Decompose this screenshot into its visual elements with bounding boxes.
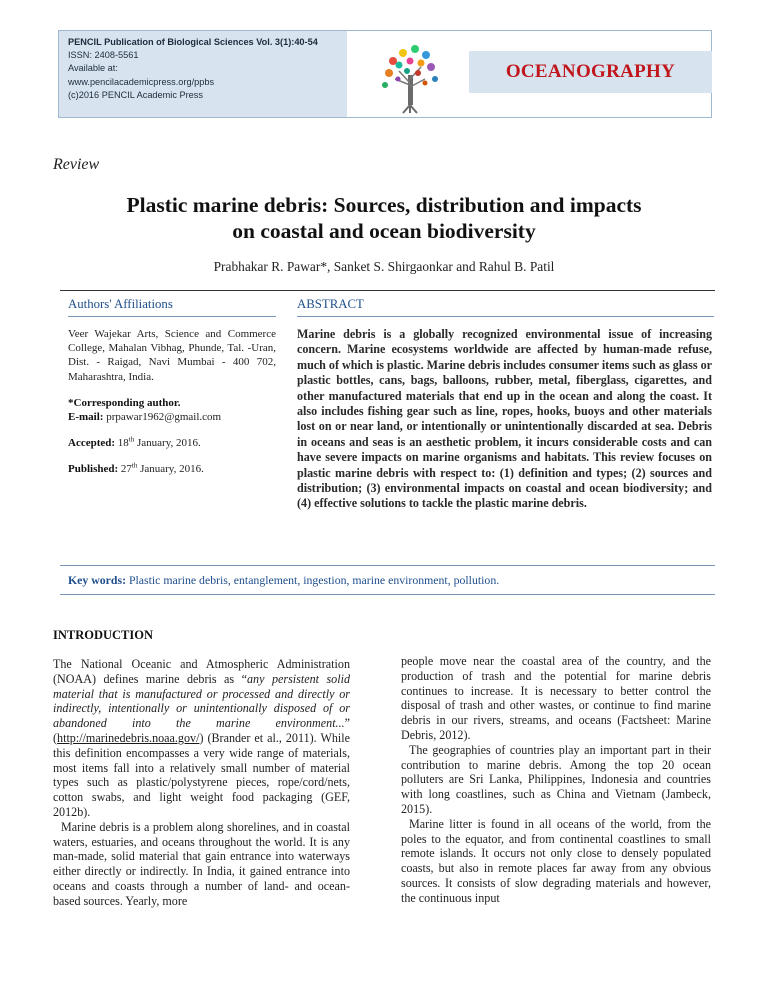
journal-url[interactable]: www.pencilacademicpress.org/ppbs (68, 76, 215, 87)
noaa-definition-quote: any persistent solid material that is manufactured or processed and directly or indirectly, intentionally or unintentionally disposed of or abandoned into the marine environment... (53, 671, 350, 731)
copyright: (c)2016 PENCIL Academic Press (68, 89, 203, 100)
abstract-text: Marine debris is a globally recognized environmental issue of increasing concern. Marine ecosystems worldwide are affected by human-made refuse, much of which is plastic. Marine debris includes consumer items such as glass or plastic bottles, cans, bags, balloons, rubber, metal, fiberglass, cigarettes, and other manufactured materials that end up in the ocean and along the coast. It also includes fishing gear such as line, ropes, hooks, buoys and other materials lost on or near land, or intentionally or unintentionally discarded at sea. Debris in oceans and seas is an aesthetic problem, it incurs considerable costs and can have severe impacts on marine organisms and habitats. This review focuses on plastic marine debris with respect to: (1) definition and types; (2) sources and distribution; (3) environmental impacts on coastal and ocean biodiversity; and (4) effective solutions to tackle the plastic marine debris. (297, 327, 713, 511)
affiliations-heading: Authors' Affiliations (68, 297, 173, 311)
body-column-right (401, 654, 711, 906)
intro-paragraph-5: Marine litter is found in all oceans of the world, from the poles to the equator, and from continental coastlines to small remote islands. It occurs not only close to densely populated coasts, but also in remote places far away from any obvious sources. It consists of slow degrading materials and however, the continuous input (401, 816, 711, 905)
category-label: OCEANOGRAPHY (505, 61, 676, 82)
journal-line: PENCIL Publication of Biological Sciences Vol. 3(1):40-54 (68, 37, 318, 47)
keywords-bottom-rule (60, 594, 715, 595)
journal-info-panel (59, 31, 347, 117)
author-email[interactable]: prpawar1962@gmail.com (106, 411, 222, 424)
accepted-rest: January, 2016. (137, 437, 201, 450)
category-panel (469, 51, 712, 93)
article-type: Review (53, 156, 100, 173)
intro-paragraph-4: The geographies of countries play an important part in their contribution to marine debris. Among the top 20 ocean polluters are Sri Lanka, Philippines, Indonesia and countries with long coastlines, such as China and Vietnam (Jambeck, 2015). (401, 742, 711, 816)
email-label: E-mail: (68, 411, 104, 424)
introduction-heading: INTRODUCTION (53, 628, 154, 642)
keywords-label: Key words: (68, 573, 126, 587)
tree-logo-icon (363, 35, 459, 115)
abstract-panel (288, 292, 714, 512)
affiliation-address: Veer Wajekar Arts, Science and Commerce College, Mahalan Vibhag, Phunde, Tal. -Uran, Dist. - Raigad, Navi Mumbai - 400 702, Maharashtra, India. (68, 328, 276, 383)
published-sup: th (131, 461, 138, 470)
affiliations-panel (60, 292, 276, 477)
abstract-rule (297, 316, 714, 317)
body-column-left (53, 657, 350, 909)
article-title (60, 192, 708, 244)
title-line-2: on coastal and ocean biodiversity (232, 219, 536, 243)
accepted-sup: th (128, 435, 135, 444)
title-divider (60, 290, 715, 291)
published-day: 27 (120, 463, 132, 476)
published-rest: January, 2016. (140, 463, 204, 476)
published-date (68, 462, 276, 476)
issn: ISSN: 2408-5561 (68, 50, 139, 61)
abstract-heading: ABSTRACT (297, 297, 364, 311)
p1-text-c: ) (Brander et al., 2011). While this definition encompasses a very wide range of materials, most items fall into a relatively small number of material types such as plastic/polystyrene pieces, rope/cord/nets, cotton swabs, and light weight food packaging (GEF, 2012b). (53, 730, 350, 819)
intro-paragraph-2: Marine debris is a problem along shorelines, and in coastal waters, estuaries, and oceans throughout the world. It is any man-made, solid material that gain entrance into waterways either directly or indirectly. In India, it gained entrance into oceans and coasts through a number of land- and ocean-based sources. Yearly, more (53, 819, 350, 908)
journal-header (58, 30, 712, 118)
accepted-day: 18 (117, 437, 129, 450)
available-label: Available at: (68, 63, 118, 74)
intro-paragraph-3: people move near the coastal area of the country, and the production of trash and the potential for marine debris continues to increase. It is necessary to better control the disposal of trash and other wastes, or continue to find marine debris in our rivers, streams, and oceans (Factsheet: Marine Debris, 2012). (401, 654, 711, 742)
p1-text-b: ” ( (53, 716, 350, 745)
accepted-label: Accepted: (68, 437, 116, 450)
p1-text-a: The National Oceanic and Atmospheric Administration (NOAA) defines marine debris as “ (53, 657, 350, 686)
corresponding-block (68, 396, 276, 424)
accepted-date (68, 436, 276, 450)
noaa-link[interactable]: http://marinedebris.noaa.gov/ (57, 730, 200, 745)
affiliations-rule (68, 316, 276, 317)
corresponding-label: *Corresponding author. (68, 396, 181, 409)
keywords-top-rule (60, 565, 715, 566)
keywords-text: Plastic marine debris, entanglement, ingestion, marine environment, pollution. (128, 573, 500, 587)
keywords-line (68, 573, 499, 588)
intro-paragraph-1 (53, 657, 350, 820)
title-line-1: Plastic marine debris: Sources, distribution and impacts (126, 193, 642, 217)
published-label: Published: (68, 463, 119, 476)
author-list: Prabhakar R. Pawar*, Sanket S. Shirgaonkar and Rahul B. Patil (213, 259, 555, 274)
